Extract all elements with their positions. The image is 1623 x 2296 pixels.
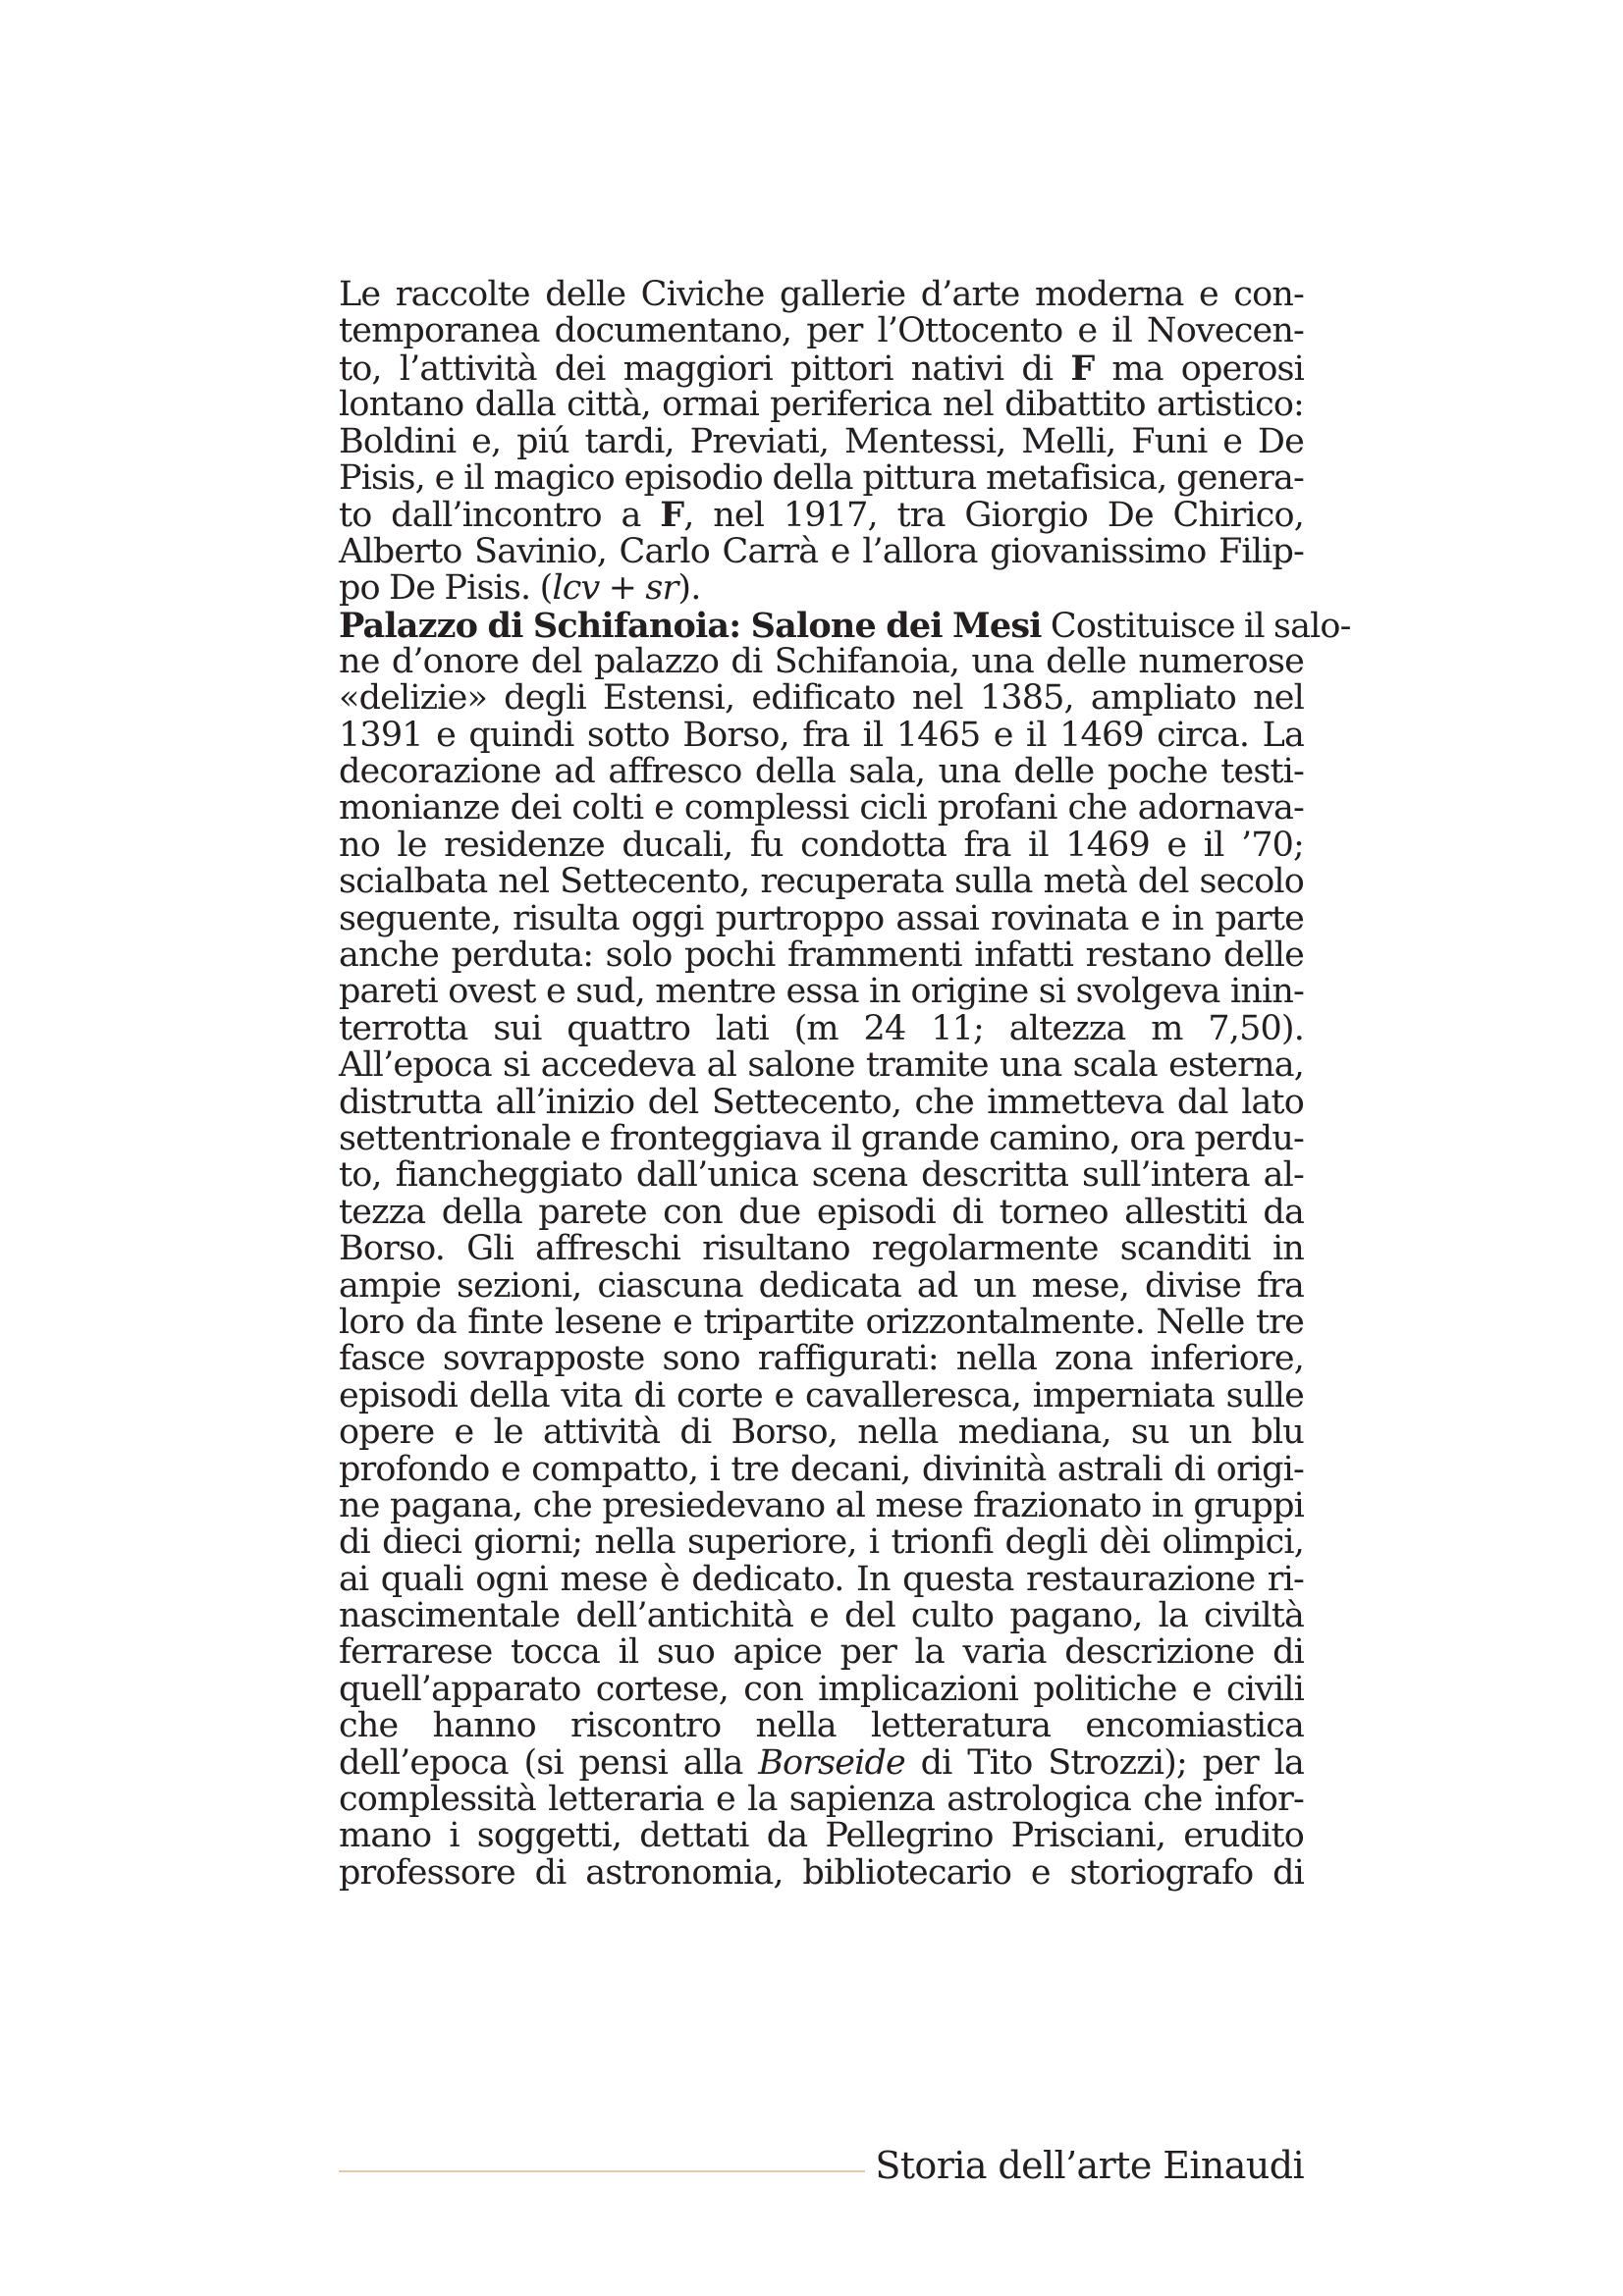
text-line: mano i soggetti, dettati da Pellegrino Prisciani, erudito	[339, 1816, 1304, 1856]
text-line: temporanea documentano, per l’Ottocento e il Novecen-	[339, 311, 1304, 351]
author-initials: lcv + sr	[552, 568, 678, 609]
text-fragment: to dall’incontro a	[339, 496, 661, 536]
text-line: tezza della parete con due episodi di torneo allestiti da	[339, 1192, 1304, 1232]
text-line	[339, 495, 1304, 536]
text-line: nascimentale dell’antichità e del culto pagano, la civiltà	[339, 1596, 1304, 1636]
text-line: distrutta all’inizio del Settecento, che immetteva dal lato	[339, 1082, 1304, 1122]
text-line: anche perduta: solo pochi frammenti infatti restano delle	[339, 935, 1304, 976]
text-line: ampie sezioni, ciascuna dedicata ad un mese, divise fra	[339, 1265, 1304, 1306]
text-line: ne d’onore del palazzo di Schifanoia, una delle numerose	[339, 641, 1304, 681]
text-line: settentrionale e fronteggiava il grande camino, ora perdu-	[339, 1118, 1304, 1158]
city-abbreviation: F	[1070, 347, 1095, 389]
text-line: complessità letteraria e la sapienza astrologica che infor-	[339, 1780, 1304, 1820]
text-line: Boldini e, piú tardi, Previati, Mentessi, Melli, Funi e De	[339, 421, 1304, 461]
text-line: ai quali ogni mese è dedicato. In questa restaurazione ri-	[339, 1559, 1304, 1599]
text-line: loro da finte lesene e tripartite orizzontalmente. Nelle tre	[339, 1302, 1304, 1342]
text-line: All’epoca si accedeva al salone tramite una scala esterna,	[339, 1045, 1304, 1086]
text-fragment: , nel 1917, tra Giorgio De Chirico,	[683, 496, 1304, 536]
text-line: ferrarese tocca il suo apice per la varia descrizione di	[339, 1632, 1304, 1673]
text-fragment: po De Pisis. (	[339, 568, 553, 609]
text-line: professore di astronomia, bibliotecario e storiografo di	[339, 1852, 1304, 1893]
text-line: episodi della vita di corte e cavalleresca, imperniata sulle	[339, 1375, 1304, 1415]
text-line: terrotta sui quattro lati (m 24 11; altezza m 7,50).	[339, 1008, 1304, 1048]
text-line: quell’apparato cortese, con implicazioni politiche e civili	[339, 1669, 1304, 1709]
section-heading: Palazzo di Schifanoia: Salone dei Mesi	[339, 605, 1042, 646]
text-fragment: Costituisce il salo-	[1041, 606, 1351, 646]
text-line	[339, 605, 1351, 646]
text-line: monianze dei colti e complessi cicli profani che adornava-	[339, 788, 1304, 828]
city-abbreviation: F	[660, 495, 684, 536]
text-fragment: di Tito Strozzi); per la	[904, 1742, 1305, 1783]
text-line: «delizie» degli Estensi, edificato nel 1385, ampliato nel	[339, 678, 1304, 719]
main-text	[339, 275, 1351, 1893]
work-title: Borseide	[758, 1742, 905, 1783]
text-line: decorazione ad affresco della sala, una delle poche testi-	[339, 752, 1304, 792]
text-line: Le raccolte delle Civiche gallerie d’arte moderna e con-	[339, 275, 1304, 314]
text-line: 1391 e quindi sotto Borso, fra il 1465 e il 1469 circa. La	[339, 715, 1304, 755]
text-line: fasce sovrapposte sono raffigurati: nella zona inferiore,	[339, 1339, 1304, 1379]
text-fragment: dell’epoca (si pensi alla	[339, 1742, 759, 1783]
text-line	[339, 570, 1304, 607]
text-line: Pisis, e il magico episodio della pittura metafisica, genera-	[339, 457, 1304, 498]
text-line: no le residenze ducali, fu condotta fra il 1469 e il ’70;	[339, 825, 1304, 865]
text-line: che hanno riscontro nella letteratura encomiastica	[339, 1706, 1304, 1746]
text-line: ne pagana, che presiedevano al mese frazionato in gruppi	[339, 1485, 1304, 1525]
text-line: Alberto Savinio, Carlo Carrà e l’allora giovanissimo Filip-	[339, 531, 1304, 571]
text-fragment: ).	[677, 568, 701, 609]
text-line: Borso. Gli affreschi risultano regolarmente scanditi in	[339, 1229, 1304, 1269]
text-line: pareti ovest e sud, mentre essa in origine si svolgeva inin-	[339, 972, 1304, 1012]
page-footer	[339, 2144, 1304, 2193]
text-line: seguente, risulta oggi purtroppo assai rovinata e in parte	[339, 898, 1304, 938]
text-line: di dieci giorni; nella superiore, i trionfi degli dèi olimpici,	[339, 1522, 1304, 1563]
text-line: profondo e compatto, i tre decani, divinità astrali di origi-	[339, 1449, 1304, 1489]
text-line: opere e le attività di Borso, nella mediana, su un blu	[339, 1413, 1304, 1453]
text-line	[339, 347, 1304, 389]
text-line	[339, 1742, 1305, 1783]
text-line: scialbata nel Settecento, recuperata sulla metà del secolo	[339, 862, 1304, 902]
text-line: lontano dalla città, ormai periferica nel dibattito artistico:	[339, 385, 1304, 425]
footer-rule	[339, 2170, 865, 2172]
text-fragment: ma operosi	[1094, 348, 1304, 389]
text-fragment: to, l’attività dei maggiori pittori nativi di	[339, 348, 1071, 389]
footer-title: Storia dell’arte Einaudi	[875, 2144, 1304, 2187]
text-line: to, fiancheggiato dall’unica scena descritta sull’intera al-	[339, 1155, 1304, 1196]
